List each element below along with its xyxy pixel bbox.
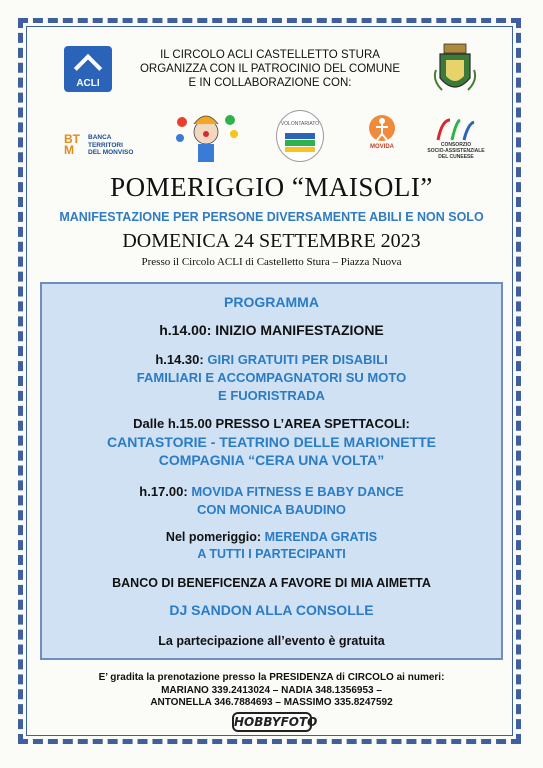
organizer-line-3: E IN COLLABORAZIONE CON:: [188, 77, 352, 89]
program-item-3-line2: CANTASTORIE - TEATRINO DELLE MARIONETTE: [107, 434, 436, 450]
consorzio-figures-icon: [430, 116, 482, 142]
consorzio-text: CONSORZIO SOCIO-ASSISTENZIALE DEL CUNEESE: [427, 142, 485, 160]
program-item-2-text: GIRI GRATUITI PER DISABILI: [207, 352, 388, 367]
program-box: [40, 282, 503, 660]
clown-illustration-icon: [172, 108, 242, 166]
program-item-3-time: Dalle h.15.00 PRESSO L’AREA SPETTACOLI:: [133, 416, 410, 431]
event-subtitle: MANIFESTAZIONE PER PERSONE DIVERSAMENTE ABILI E NON SOLO: [59, 210, 484, 224]
movida-text: MOVIDA: [370, 144, 394, 150]
btm-bank-logo: [64, 132, 154, 162]
program-item-4-time: h.17.00:: [139, 484, 188, 499]
hobbyfoto-logo: HOBBYFOTO: [232, 712, 312, 732]
acli-logo: [64, 46, 112, 92]
event-title: POMERIGGIO “MAISOLI”: [110, 172, 433, 202]
volontariato-bars-icon: [285, 133, 315, 153]
volontariato-logo: [276, 110, 324, 162]
organizer-line-2: ORGANIZZA CON IL PATROCINIO DEL COMUNE: [139, 63, 401, 75]
program-item-4-line2: CON MONICA BAUDINO: [196, 502, 346, 517]
program-item-1: [42, 322, 501, 338]
program-item-2-line2: FAMILIARI E ACCOMPAGNATORI SU MOTO: [136, 370, 407, 385]
organizer-line-1: IL CIRCOLO ACLI CASTELLETTO STURA: [160, 49, 380, 61]
btm-mark: BT M: [64, 132, 80, 157]
event-place: Presso il Circolo ACLI di Castelletto Stura – Piazza Nuova: [141, 256, 402, 268]
free-participation-line: La partecipazione all’evento è gratuita: [158, 634, 385, 648]
charity-line: BANCO DI BENEFICENZA A FAVORE DI MIA AIMETTA: [112, 576, 431, 590]
municipal-crest-icon: [432, 40, 478, 100]
footer-line-1: E’ gradita la prenotazione presso la PRESIDENZA di CIRCOLO ai numeri:: [98, 672, 445, 683]
program-item-2: [42, 352, 501, 367]
consorzio-logo: [427, 116, 485, 162]
program-item-2-time: h.14.30:: [155, 352, 204, 367]
program-item-5-line2: A TUTTI I PARTECIPANTI: [197, 547, 346, 561]
footer-booking: [0, 672, 543, 710]
btm-text: BANCA TERRITORI DEL MONVISO: [88, 134, 134, 156]
program-item-5-text: MERENDA GRATIS: [264, 530, 378, 544]
dancer-icon: [360, 114, 404, 144]
event-date: DOMENICA 24 SETTEMBRE 2023: [122, 230, 421, 252]
program-item-3-line3: COMPAGNIA “CERA UNA VOLTA”: [158, 452, 385, 468]
acli-logo-text: ACLI: [76, 78, 100, 89]
footer-line-2: MARIANO 339.2413024 – NADIA 348.1356953 –: [161, 684, 382, 696]
organizer-text: [120, 48, 420, 90]
program-item-4: [42, 484, 501, 499]
movida-logo: [360, 114, 404, 162]
program-item-1-time: h.14.00:: [159, 322, 212, 338]
program-item-5-time: Nel pomeriggio:: [165, 530, 262, 544]
volontariato-text: VOLONTARIATO: [280, 121, 320, 127]
program-item-1-text: INIZIO MANIFESTAZIONE: [215, 322, 384, 338]
program-heading: PROGRAMMA: [224, 294, 319, 310]
program-item-4-text: MOVIDA FITNESS E BABY DANCE: [191, 484, 404, 499]
program-item-2-line3: E FUORISTRADA: [218, 388, 325, 403]
program-item-5: [42, 530, 501, 544]
dj-line: DJ SANDON ALLA CONSOLLE: [169, 602, 374, 618]
footer-line-3: ANTONELLA 346.7884693 – MASSIMO 335.8247592: [150, 697, 393, 708]
